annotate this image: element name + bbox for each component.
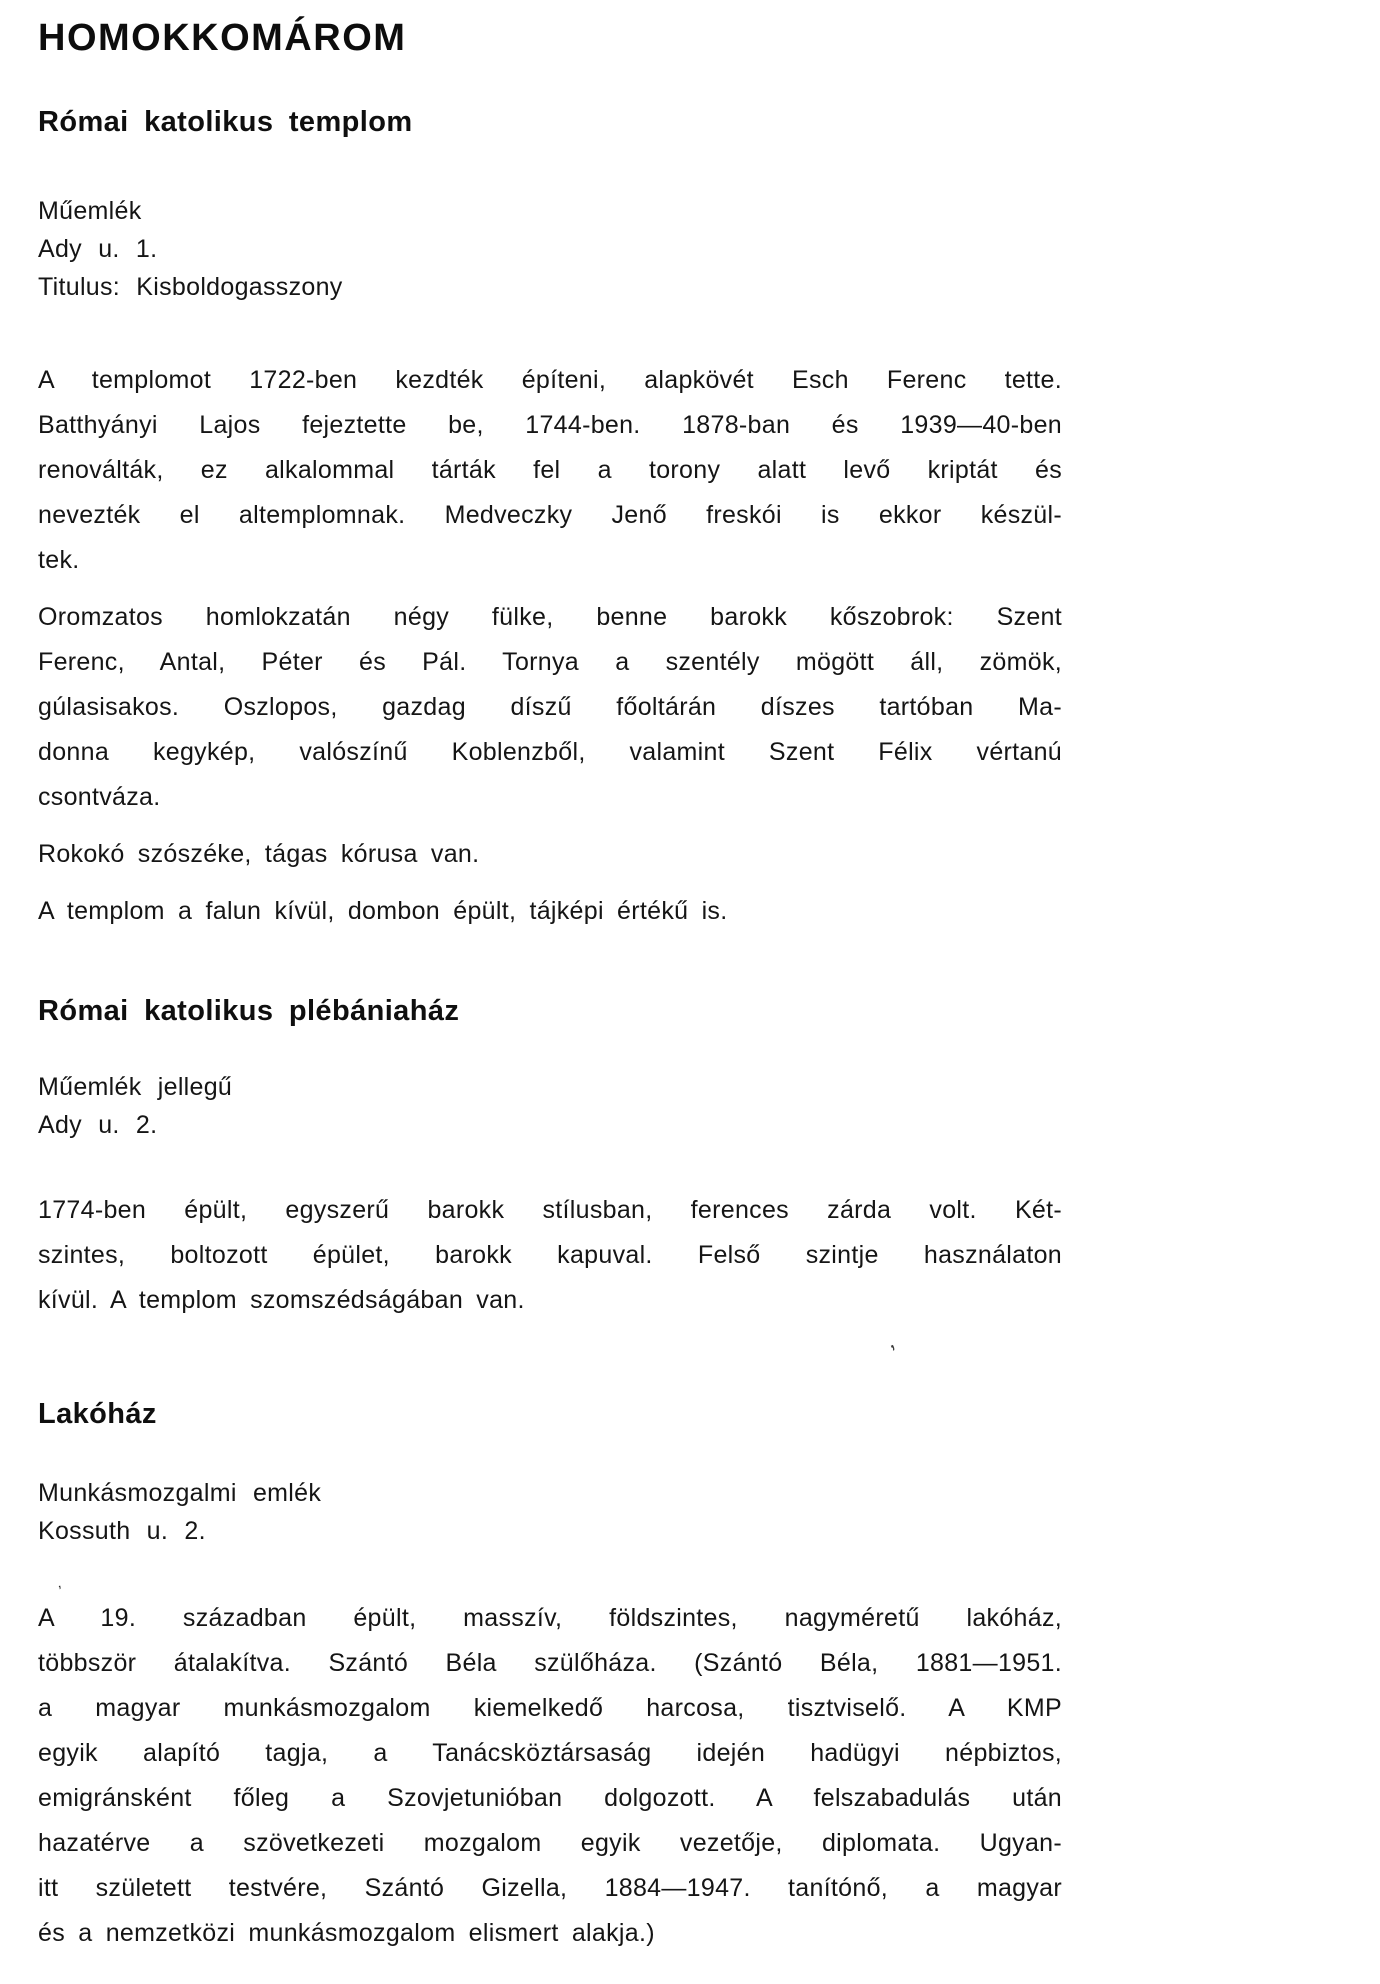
meta-line: Kossuth u. 2. xyxy=(38,1517,206,1545)
meta-line: Titulus: Kisboldogasszony xyxy=(38,273,343,301)
section xyxy=(38,993,1062,1323)
text-line: Oromzatos homlokzatán négy fülke, benne barokk kőszobrok: Szent xyxy=(38,603,1062,631)
text-line: hazatérve a szövetkezeti mozgalom egyik vezetője, diplomata. Ugyan- xyxy=(38,1829,1062,1857)
text-line: kívül. A templom szomszédságában van. xyxy=(38,1286,525,1314)
text-line: itt született testvére, Szántó Gizella, 1884—1947. tanítónő, a magyar xyxy=(38,1874,1062,1902)
text-line: renoválták, ez alkalommal tárták fel a torony alatt levő kriptát és xyxy=(38,456,1062,484)
text-line: egyik alapító tagja, a Tanácsköztársaság idején hadügyi népbiztos, xyxy=(38,1739,1062,1767)
meta-line: Ady u. 1. xyxy=(38,235,158,263)
text-line: szintes, boltozott épület, barokk kapuval. Felső szintje használaton xyxy=(38,1241,1062,1269)
ink-speck: ’ xyxy=(887,1340,904,1367)
text-line: A templom a falun kívül, dombon épült, tájképi értékű is. xyxy=(38,897,728,925)
paragraph xyxy=(38,889,1062,934)
ink-speck: ’ xyxy=(57,1582,65,1601)
text-line: A templomot 1722-ben kezdték építeni, alapkövét Esch Ferenc tette. xyxy=(38,366,1062,394)
paragraph xyxy=(38,1596,1062,1956)
text-line: Ferenc, Antal, Péter és Pál. Tornya a szentély mögött áll, zömök, xyxy=(38,648,1062,676)
section-heading: Római katolikus plébániaház xyxy=(38,995,460,1027)
section xyxy=(38,1396,1062,1956)
section-heading: Lakóház xyxy=(38,1398,157,1430)
paragraph xyxy=(38,358,1062,583)
section-heading: Római katolikus templom xyxy=(38,106,413,138)
meta-line: Műemlék xyxy=(38,197,142,225)
paragraph xyxy=(38,1188,1062,1323)
text-line: gúlasisakos. Oszlopos, gazdag díszű főoltárán díszes tartóban Ma- xyxy=(38,693,1062,721)
text-line: A 19. században épült, masszív, földszintes, nagyméretű lakóház, xyxy=(38,1604,1062,1632)
text-line: Batthyányi Lajos fejeztette be, 1744-ben. 1878-ban és 1939—40-ben xyxy=(38,411,1062,439)
address-block xyxy=(38,1474,1062,1550)
paragraph xyxy=(38,832,1062,877)
address-block xyxy=(38,1068,1062,1144)
meta-line: Ady u. 2. xyxy=(38,1111,158,1139)
text-line: 1774-ben épült, egyszerű barokk stílusban, ferences zárda volt. Két- xyxy=(38,1196,1062,1224)
sections-container xyxy=(38,104,1062,1956)
section xyxy=(38,104,1062,934)
paragraph xyxy=(38,595,1062,820)
address-block xyxy=(38,192,1062,306)
text-line: donna kegykép, valószínű Koblenzből, valamint Szent Félix vértanú xyxy=(38,738,1062,766)
text-line: csontváza. xyxy=(38,783,161,811)
meta-line: Műemlék jellegű xyxy=(38,1073,233,1101)
text-line: a magyar munkásmozgalom kiemelkedő harcosa, tisztviselő. A KMP xyxy=(38,1694,1062,1722)
text-line: nevezték el altemplomnak. Medveczky Jenő freskói is ekkor készül- xyxy=(38,501,1062,529)
meta-line: Munkásmozgalmi emlék xyxy=(38,1479,322,1507)
page-title: HOMOKKOMÁROM xyxy=(38,17,407,59)
text-line: és a nemzetközi munkásmozgalom elismert alakja.) xyxy=(38,1919,655,1947)
text-line: emigránsként főleg a Szovjetunióban dolgozott. A felszabadulás után xyxy=(38,1784,1062,1812)
text-line: Rokokó szószéke, tágas kórusa van. xyxy=(38,840,480,868)
text-line: tek. xyxy=(38,546,80,574)
text-line: többször átalakítva. Szántó Béla szülőháza. (Szántó Béla, 1881—1951. xyxy=(38,1649,1062,1677)
